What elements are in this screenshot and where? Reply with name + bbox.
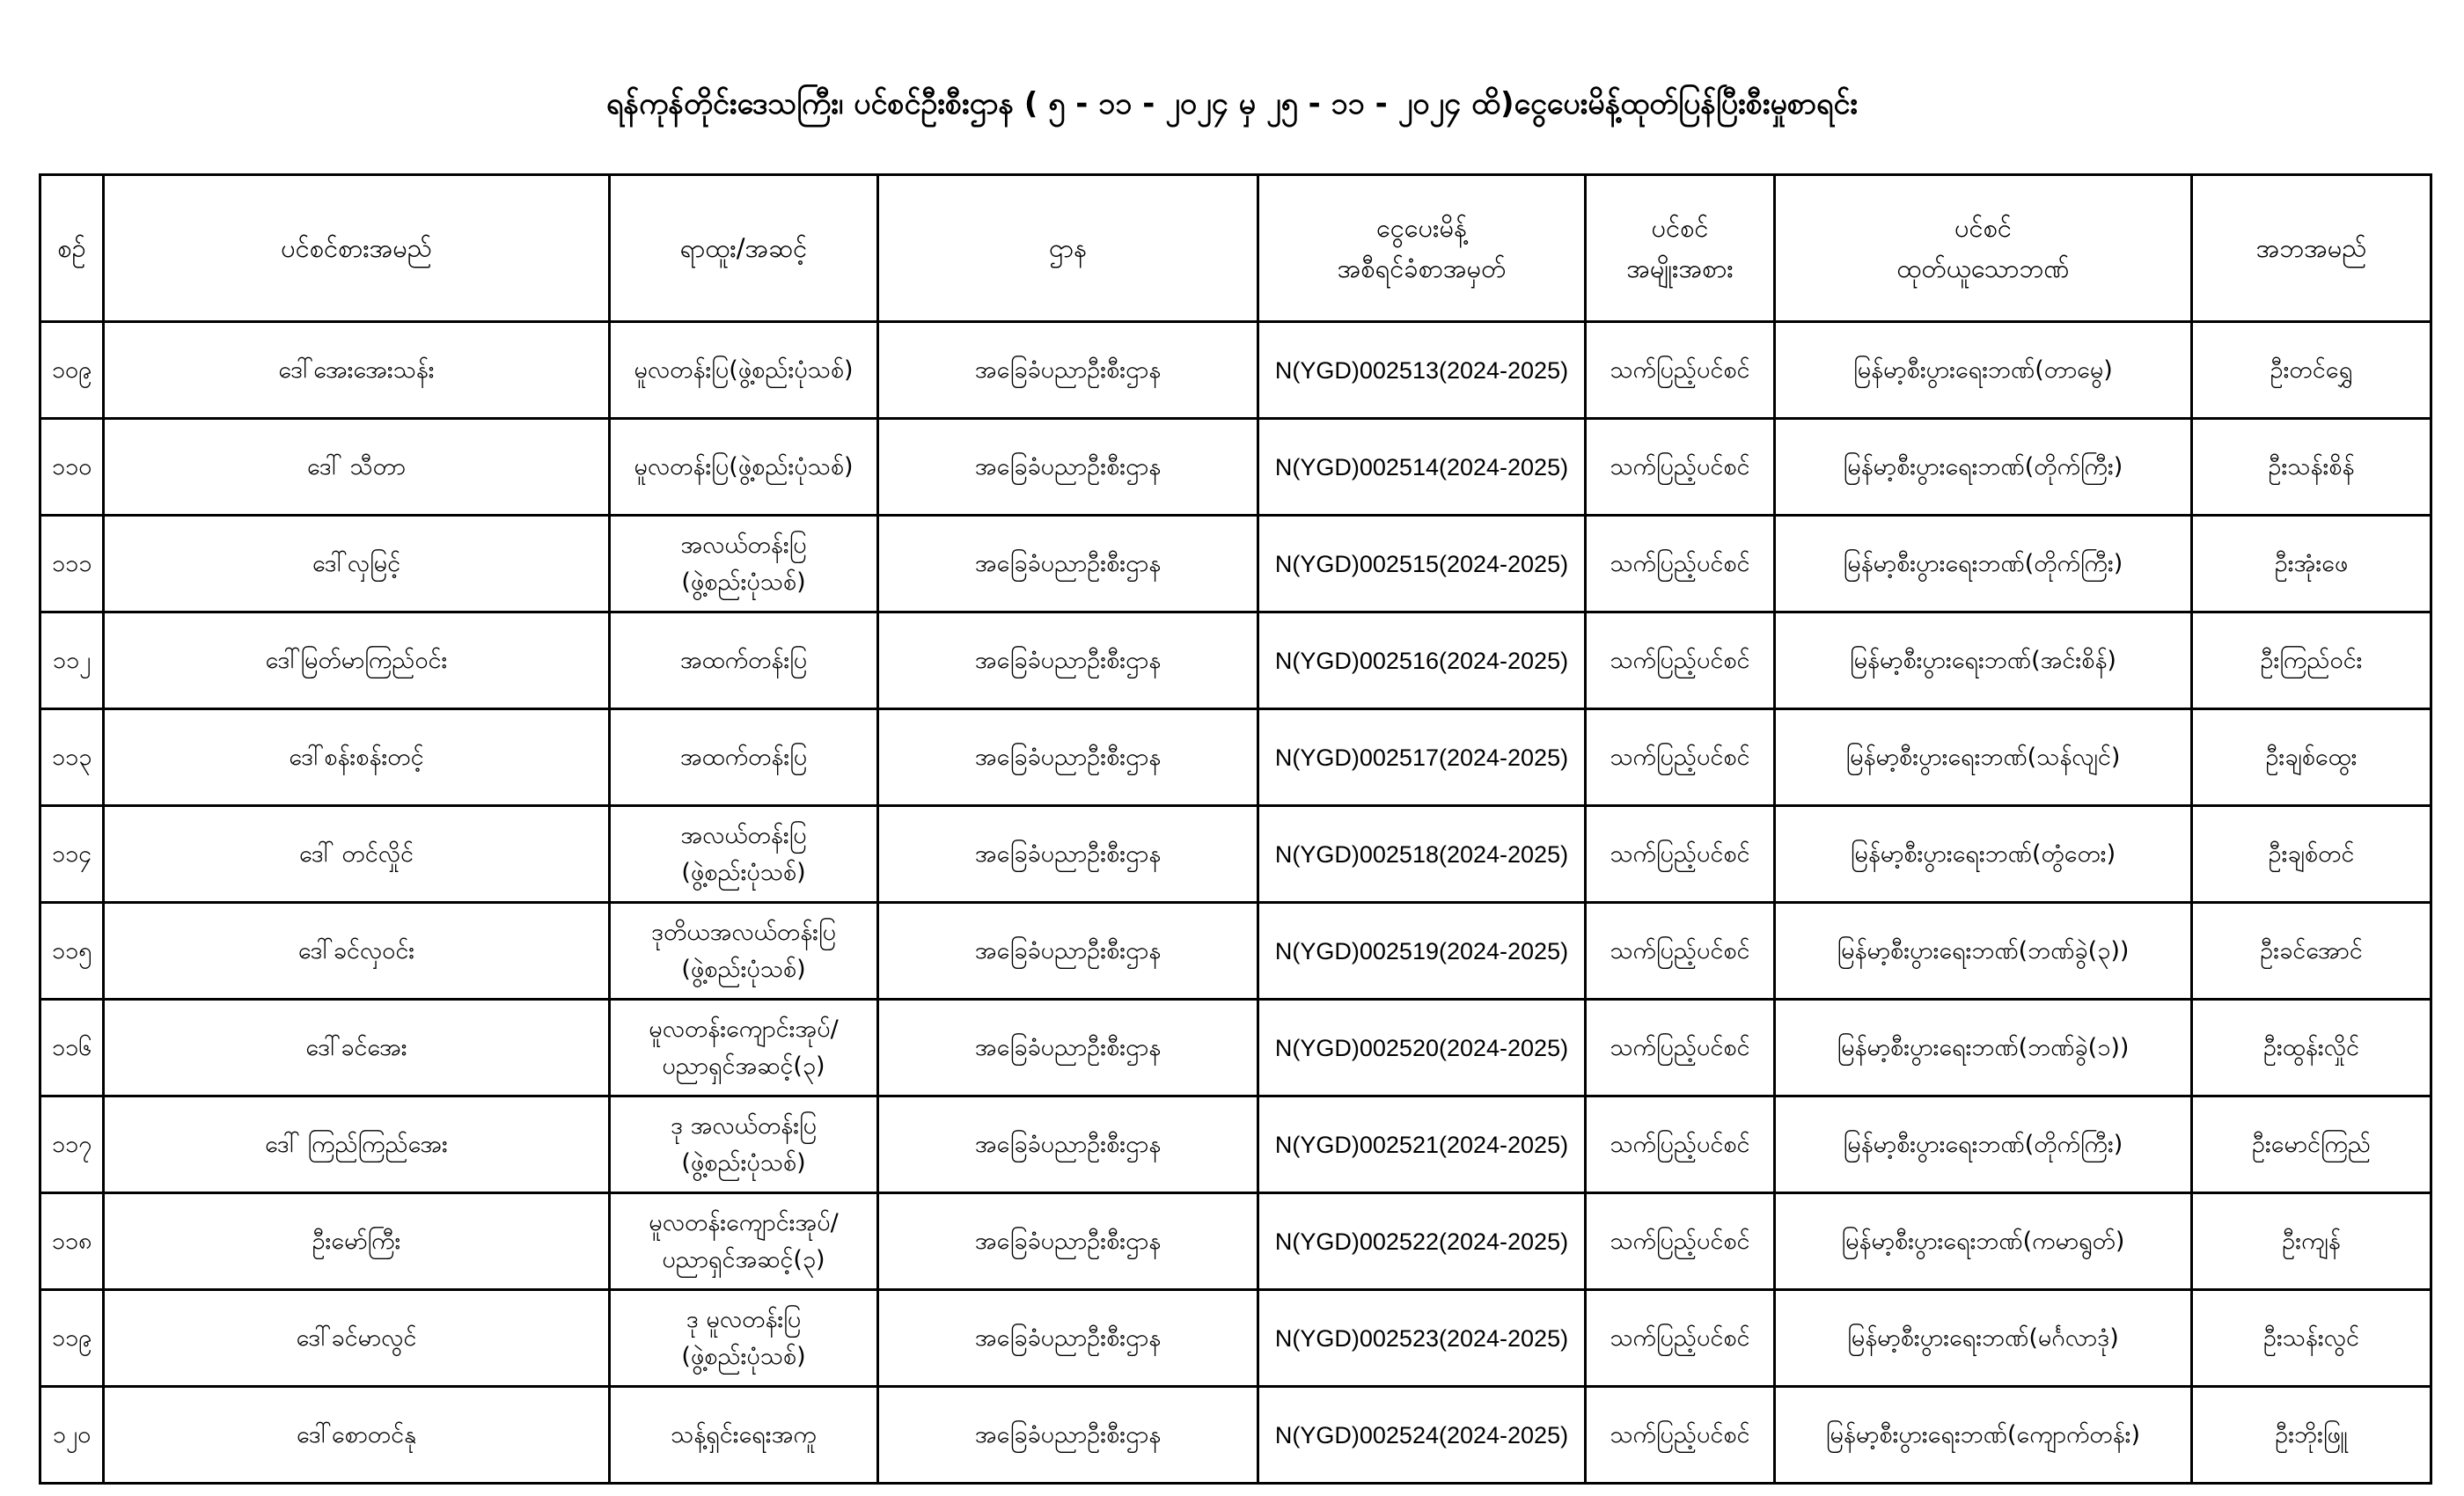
cell-bank: မြန်မာ့စီးပွားရေးဘဏ်(ဘဏ်ခွဲ(၁)) (1775, 1000, 2192, 1096)
cell-rank-line1: ဒု အလယ်တန်းပြ (670, 1111, 818, 1140)
header-type (1586, 175, 1775, 322)
cell-department: အခြေခံပညာဦးစီးဌာန (878, 322, 1258, 419)
cell-father: ဦးခင်အောင် (2192, 903, 2431, 1000)
cell-name: ဒေါ် ကြည်ကြည်အေး (104, 1096, 610, 1193)
cell-no: ၁၂၀ (40, 1387, 104, 1484)
cell-no: ၁၀၉ (40, 322, 104, 419)
cell-license: N(YGD)002515(2024-2025) (1258, 516, 1586, 612)
cell-rank-line1: မူလတန်းပြ(ဖွဲ့စည်းပုံသစ်) (634, 356, 854, 384)
cell-father: ဦးဘိုးဖြူ (2192, 1387, 2431, 1484)
cell-type: သက်ပြည့်ပင်စင် (1586, 322, 1775, 419)
cell-rank-line2: (ဖွဲ့စည်းပုံသစ်) (681, 1148, 806, 1177)
cell-father: ဦးအုံးဖေ (2192, 516, 2431, 612)
header-type-line2: အမျိုးအစား (1626, 253, 1734, 283)
cell-rank-line1: အထက်တန်းပြ (679, 743, 808, 771)
cell-father: ဦးသန်းစိန် (2192, 419, 2431, 516)
cell-rank (610, 516, 878, 612)
cell-rank-line1: မူလတန်းကျောင်းအုပ်/ (649, 1208, 839, 1236)
cell-rank-line2: ပညာရှင်အဆင့်(၃) (662, 1052, 825, 1080)
cell-license: N(YGD)002519(2024-2025) (1258, 903, 1586, 1000)
table-row (40, 806, 2431, 903)
cell-name: ဒေါ်အေးအေးသန်း (104, 322, 610, 419)
cell-no: ၁၁၂ (40, 612, 104, 709)
cell-department: အခြေခံပညာဦးစီးဌာန (878, 516, 1258, 612)
cell-name: ဒေါ်ခင်မာလွင် (104, 1290, 610, 1387)
cell-type: သက်ပြည့်ပင်စင် (1586, 1096, 1775, 1193)
table-row (40, 612, 2431, 709)
cell-type: သက်ပြည့်ပင်စင် (1586, 1000, 1775, 1096)
table-row (40, 1193, 2431, 1290)
header-license-line2: အစီရင်ခံစာအမှတ် (1337, 253, 1507, 283)
cell-no: ၁၁၁ (40, 516, 104, 612)
cell-department: အခြေခံပညာဦးစီးဌာန (878, 419, 1258, 516)
cell-rank-line1: ဒု မူလတန်းပြ (686, 1305, 802, 1333)
cell-bank: မြန်မာ့စီးပွားရေးဘဏ်(တာမွေ) (1775, 322, 2192, 419)
cell-rank (610, 709, 878, 806)
table-row (40, 1096, 2431, 1193)
header-license-line1: ငွေပေးမိန့် (1375, 213, 1468, 243)
cell-rank (610, 612, 878, 709)
table-row (40, 1387, 2431, 1484)
cell-bank: မြန်မာ့စီးပွားရေးဘဏ်(ကျောက်တန်း) (1775, 1387, 2192, 1484)
cell-license: N(YGD)002514(2024-2025) (1258, 419, 1586, 516)
cell-no: ၁၁၃ (40, 709, 104, 806)
table-row (40, 1290, 2431, 1387)
cell-rank-line2: (ဖွဲ့စည်းပုံသစ်) (681, 955, 806, 983)
cell-rank-line1: အလယ်တန်းပြ (680, 531, 807, 559)
cell-name: ဒေါ်မြတ်မာကြည်ဝင်း (104, 612, 610, 709)
cell-bank: မြန်မာ့စီးပွားရေးဘဏ်(တိုက်ကြီး) (1775, 516, 2192, 612)
cell-no: ၁၁၅ (40, 903, 104, 1000)
cell-rank (610, 322, 878, 419)
cell-type: သက်ပြည့်ပင်စင် (1586, 1290, 1775, 1387)
cell-no: ၁၁၇ (40, 1096, 104, 1193)
cell-name: ဒေါ်ခင်လှဝင်း (104, 903, 610, 1000)
cell-department: အခြေခံပညာဦးစီးဌာန (878, 1290, 1258, 1387)
cell-rank-line2: (ဖွဲ့စည်းပုံသစ်) (681, 858, 806, 886)
cell-license: N(YGD)002521(2024-2025) (1258, 1096, 1586, 1193)
cell-bank: မြန်မာ့စီးပွားရေးဘဏ်(အင်းစိန်) (1775, 612, 2192, 709)
cell-department: အခြေခံပညာဦးစီးဌာန (878, 709, 1258, 806)
cell-name: ဒေါ် တင်လှိုင် (104, 806, 610, 903)
table-header-row (40, 175, 2431, 322)
cell-bank: မြန်မာ့စီးပွားရေးဘဏ်(ကမာရွတ်) (1775, 1193, 2192, 1290)
cell-father: ဦးကြည်ဝင်း (2192, 612, 2431, 709)
cell-department: အခြေခံပညာဦးစီးဌာန (878, 806, 1258, 903)
cell-rank (610, 419, 878, 516)
cell-type: သက်ပြည့်ပင်စင် (1586, 516, 1775, 612)
pension-records-table (39, 173, 2432, 1485)
cell-father: ဦးချစ်ထွေး (2192, 709, 2431, 806)
cell-rank (610, 903, 878, 1000)
cell-type: သက်ပြည့်ပင်စင် (1586, 806, 1775, 903)
cell-rank (610, 1096, 878, 1193)
header-name: ပင်စင်စားအမည် (104, 175, 610, 322)
cell-department: အခြေခံပညာဦးစီးဌာန (878, 1193, 1258, 1290)
cell-department: အခြေခံပညာဦးစီးဌာန (878, 1096, 1258, 1193)
cell-type: သက်ပြည့်ပင်စင် (1586, 903, 1775, 1000)
cell-father: ဦးသန်းလွင် (2192, 1290, 2431, 1387)
header-department: ဌာန (878, 175, 1258, 322)
table-row (40, 903, 2431, 1000)
cell-department: အခြေခံပညာဦးစီးဌာန (878, 1387, 1258, 1484)
table-row (40, 516, 2431, 612)
cell-rank (610, 1387, 878, 1484)
cell-license: N(YGD)002516(2024-2025) (1258, 612, 1586, 709)
cell-rank-line2: (ဖွဲ့စည်းပုံသစ်) (681, 1342, 806, 1370)
cell-father: ဦးချစ်တင် (2192, 806, 2431, 903)
cell-no: ၁၁၉ (40, 1290, 104, 1387)
cell-father: ဦးမောင်ကြည် (2192, 1096, 2431, 1193)
cell-bank: မြန်မာ့စီးပွားရေးဘဏ်(မင်္ဂလာဒုံ) (1775, 1290, 2192, 1387)
header-bank (1775, 175, 2192, 322)
cell-rank-line2: ပညာရှင်အဆင့်(၃) (662, 1245, 825, 1273)
cell-name: ဒေါ်လှမြင့် (104, 516, 610, 612)
cell-rank-line1: မူလတန်းပြ(ဖွဲ့စည်းပုံသစ်) (634, 452, 854, 480)
cell-father: ဦးတင်ရွှေ (2192, 322, 2431, 419)
cell-bank: မြန်မာ့စီးပွားရေးဘဏ်(ဘဏ်ခွဲ(၃)) (1775, 903, 2192, 1000)
cell-rank (610, 1290, 878, 1387)
cell-name: ဒေါ် သီတာ (104, 419, 610, 516)
cell-rank-line1: အလယ်တန်းပြ (680, 821, 807, 849)
cell-license: N(YGD)002523(2024-2025) (1258, 1290, 1586, 1387)
cell-bank: မြန်မာ့စီးပွားရေးဘဏ်(တိုက်ကြီး) (1775, 1096, 2192, 1193)
cell-rank-line1: မူလတန်းကျောင်းအုပ်/ (649, 1015, 839, 1043)
table-row (40, 419, 2431, 516)
cell-department: အခြေခံပညာဦးစီးဌာန (878, 903, 1258, 1000)
header-license (1258, 175, 1586, 322)
header-bank-line1: ပင်စင် (1954, 213, 2013, 243)
header-type-line1: ပင်စင် (1651, 213, 1709, 243)
cell-bank: မြန်မာ့စီးပွားရေးဘဏ်(သန်လျင်) (1775, 709, 2192, 806)
header-rank: ရာထူး/အဆင့် (610, 175, 878, 322)
cell-no: ၁၁၆ (40, 1000, 104, 1096)
cell-father: ဦးထွန်းလှိုင် (2192, 1000, 2431, 1096)
header-bank-line2: ထုတ်ယူသောဘဏ် (1896, 253, 2070, 283)
cell-type: သက်ပြည့်ပင်စင် (1586, 612, 1775, 709)
cell-rank-line1: အထက်တန်းပြ (679, 646, 808, 674)
cell-rank-line2: (ဖွဲ့စည်းပုံသစ်) (681, 568, 806, 596)
table-row (40, 322, 2431, 419)
cell-type: သက်ပြည့်ပင်စင် (1586, 1193, 1775, 1290)
cell-license: N(YGD)002522(2024-2025) (1258, 1193, 1586, 1290)
cell-license: N(YGD)002513(2024-2025) (1258, 322, 1586, 419)
table-body (40, 322, 2431, 1484)
cell-no: ၁၁၈ (40, 1193, 104, 1290)
cell-no: ၁၁၄ (40, 806, 104, 903)
cell-rank (610, 806, 878, 903)
cell-name: ဒေါ်စောတင်နု (104, 1387, 610, 1484)
cell-name: ဒေါ်ခင်အေး (104, 1000, 610, 1096)
table-row (40, 1000, 2431, 1096)
header-father: အဘအမည် (2192, 175, 2431, 322)
cell-license: N(YGD)002518(2024-2025) (1258, 806, 1586, 903)
cell-rank-line1: ဒုတိယအလယ်တန်းပြ (651, 918, 836, 946)
cell-type: သက်ပြည့်ပင်စင် (1586, 1387, 1775, 1484)
cell-type: သက်ပြည့်ပင်စင် (1586, 709, 1775, 806)
cell-father: ဦးကျန် (2192, 1193, 2431, 1290)
cell-department: အခြေခံပညာဦးစီးဌာန (878, 612, 1258, 709)
cell-rank (610, 1193, 878, 1290)
cell-department: အခြေခံပညာဦးစီးဌာန (878, 1000, 1258, 1096)
cell-license: N(YGD)002524(2024-2025) (1258, 1387, 1586, 1484)
header-no: စဉ် (40, 175, 104, 322)
cell-bank: မြန်မာ့စီးပွားရေးဘဏ်(တိုက်ကြီး) (1775, 419, 2192, 516)
cell-no: ၁၁၀ (40, 419, 104, 516)
cell-type: သက်ပြည့်ပင်စင် (1586, 419, 1775, 516)
cell-license: N(YGD)002520(2024-2025) (1258, 1000, 1586, 1096)
cell-rank-line1: သန့်ရှင်းရေးအကူ (671, 1420, 817, 1448)
page-title: ရန်ကုန်တိုင်းဒေသကြီး၊ ပင်စင်ဦးစီးဌာန ( ၅ - ၁၁ - ၂၀၂၄ မှ ၂၅ - ၁၁ - ၂၀၂၄ ထိ)ငွေပေးမိန့်ထုတ်ပြန်ပြီးစီးမှုစာရင်း (605, 86, 1859, 121)
cell-name: ဒေါ်စန်းစန်းတင့် (104, 709, 610, 806)
cell-license: N(YGD)002517(2024-2025) (1258, 709, 1586, 806)
cell-name: ဦးမော်ကြီး (104, 1193, 610, 1290)
table-row (40, 709, 2431, 806)
cell-bank: မြန်မာ့စီးပွားရေးဘဏ်(တွံတေး) (1775, 806, 2192, 903)
cell-rank (610, 1000, 878, 1096)
